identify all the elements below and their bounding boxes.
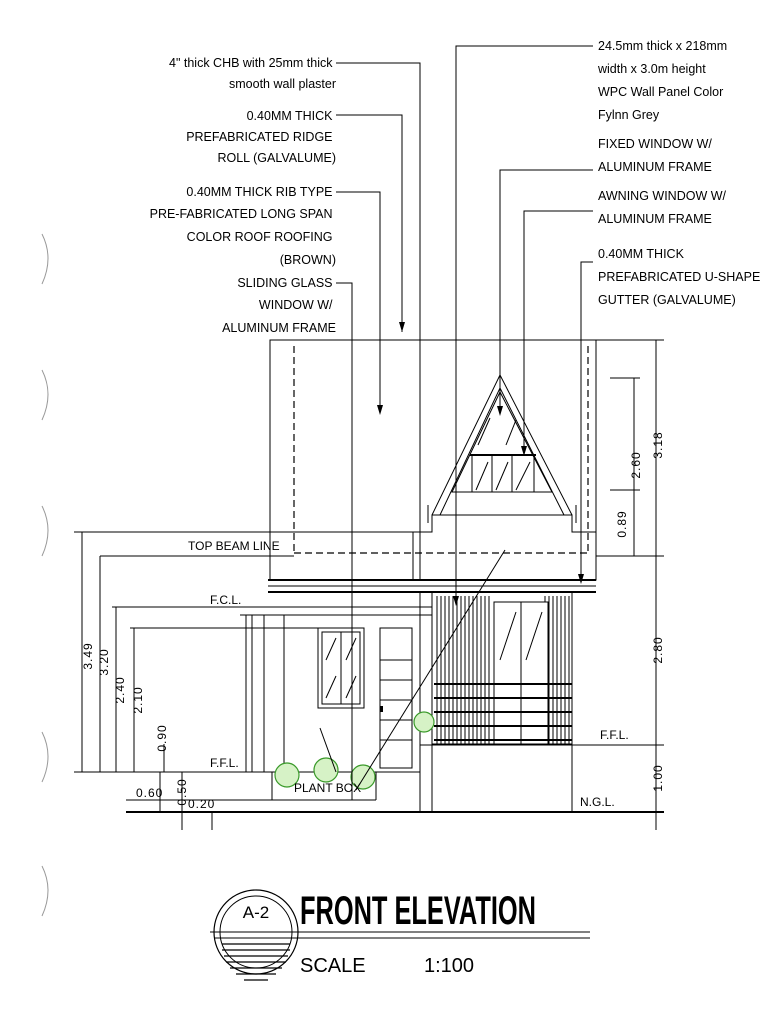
front-door xyxy=(380,628,412,768)
dim-0-90: 0.90 xyxy=(155,724,169,752)
ngl-label: N.G.L. xyxy=(580,795,615,809)
dim-0-20: 0.20 xyxy=(188,797,216,811)
dim-1-00: 1.00 xyxy=(651,764,665,792)
dim-3-20: 3.20 xyxy=(97,648,111,676)
top-beam-line-label: TOP BEAM LINE xyxy=(188,539,280,553)
ffl-left-label: F.F.L. xyxy=(210,756,239,770)
dim-0-89: 0.89 xyxy=(615,510,629,538)
callout-ridge-roll: 0.40MM THICK PREFABRICATED RIDGE ROLL (GALVALUME) xyxy=(186,109,336,165)
ffl-right-label: F.F.L. xyxy=(600,728,629,742)
dim-2-10: 2.10 xyxy=(131,686,145,714)
wpc-wall-panel xyxy=(432,592,572,744)
callout-chb-wall: 4" thick CHB with 25mm thick smooth wall plaster xyxy=(169,56,336,91)
scale-value: 1:100 xyxy=(424,955,475,977)
dim-2-60: 2.60 xyxy=(629,451,643,479)
dim-3-18: 3.18 xyxy=(651,431,665,459)
drawing-title: FRONT ELEVATION xyxy=(300,889,536,933)
callout-awning-window: AWNING WINDOW W/ ALUMINUM FRAME xyxy=(598,189,726,226)
binder-punch-marks xyxy=(42,234,48,916)
sheet-number: A-2 xyxy=(242,903,270,922)
plant-box-label: PLANT BOX xyxy=(294,781,362,795)
callout-fixed-window: FIXED WINDOW W/ ALUMINUM FRAME xyxy=(598,137,712,174)
fcl-label: F.C.L. xyxy=(210,593,242,607)
scale-label: SCALE xyxy=(300,955,366,977)
callout-gutter: 0.40MM THICK PREFABRICATED U-SHAPE GUTTER (GALVALUME) xyxy=(598,247,761,307)
callout-rib-roofing: 0.40MM THICK RIB TYPE PRE-FABRICATED LONG SPAN COLOR ROOF ROOFING (BROWN) xyxy=(149,185,336,267)
dim-2-80: 2.80 xyxy=(651,636,665,664)
callout-sliding-window: SLIDING GLASS WINDOW W/ ALUMINUM FRAME xyxy=(222,276,336,335)
right-dimensions xyxy=(596,340,664,830)
dim-0-50: 0.50 xyxy=(175,778,189,806)
dim-3-49: 3.49 xyxy=(81,642,95,670)
callout-wpc-panel: 24.5mm thick x 218mm width x 3.0m height WPC Wall Panel Color Fylnn Grey xyxy=(598,39,728,122)
sliding-window-ground xyxy=(318,628,364,708)
gable-fixed-window xyxy=(470,418,536,492)
dim-0-60: 0.60 xyxy=(136,786,164,800)
dim-2-40: 2.40 xyxy=(113,676,127,704)
